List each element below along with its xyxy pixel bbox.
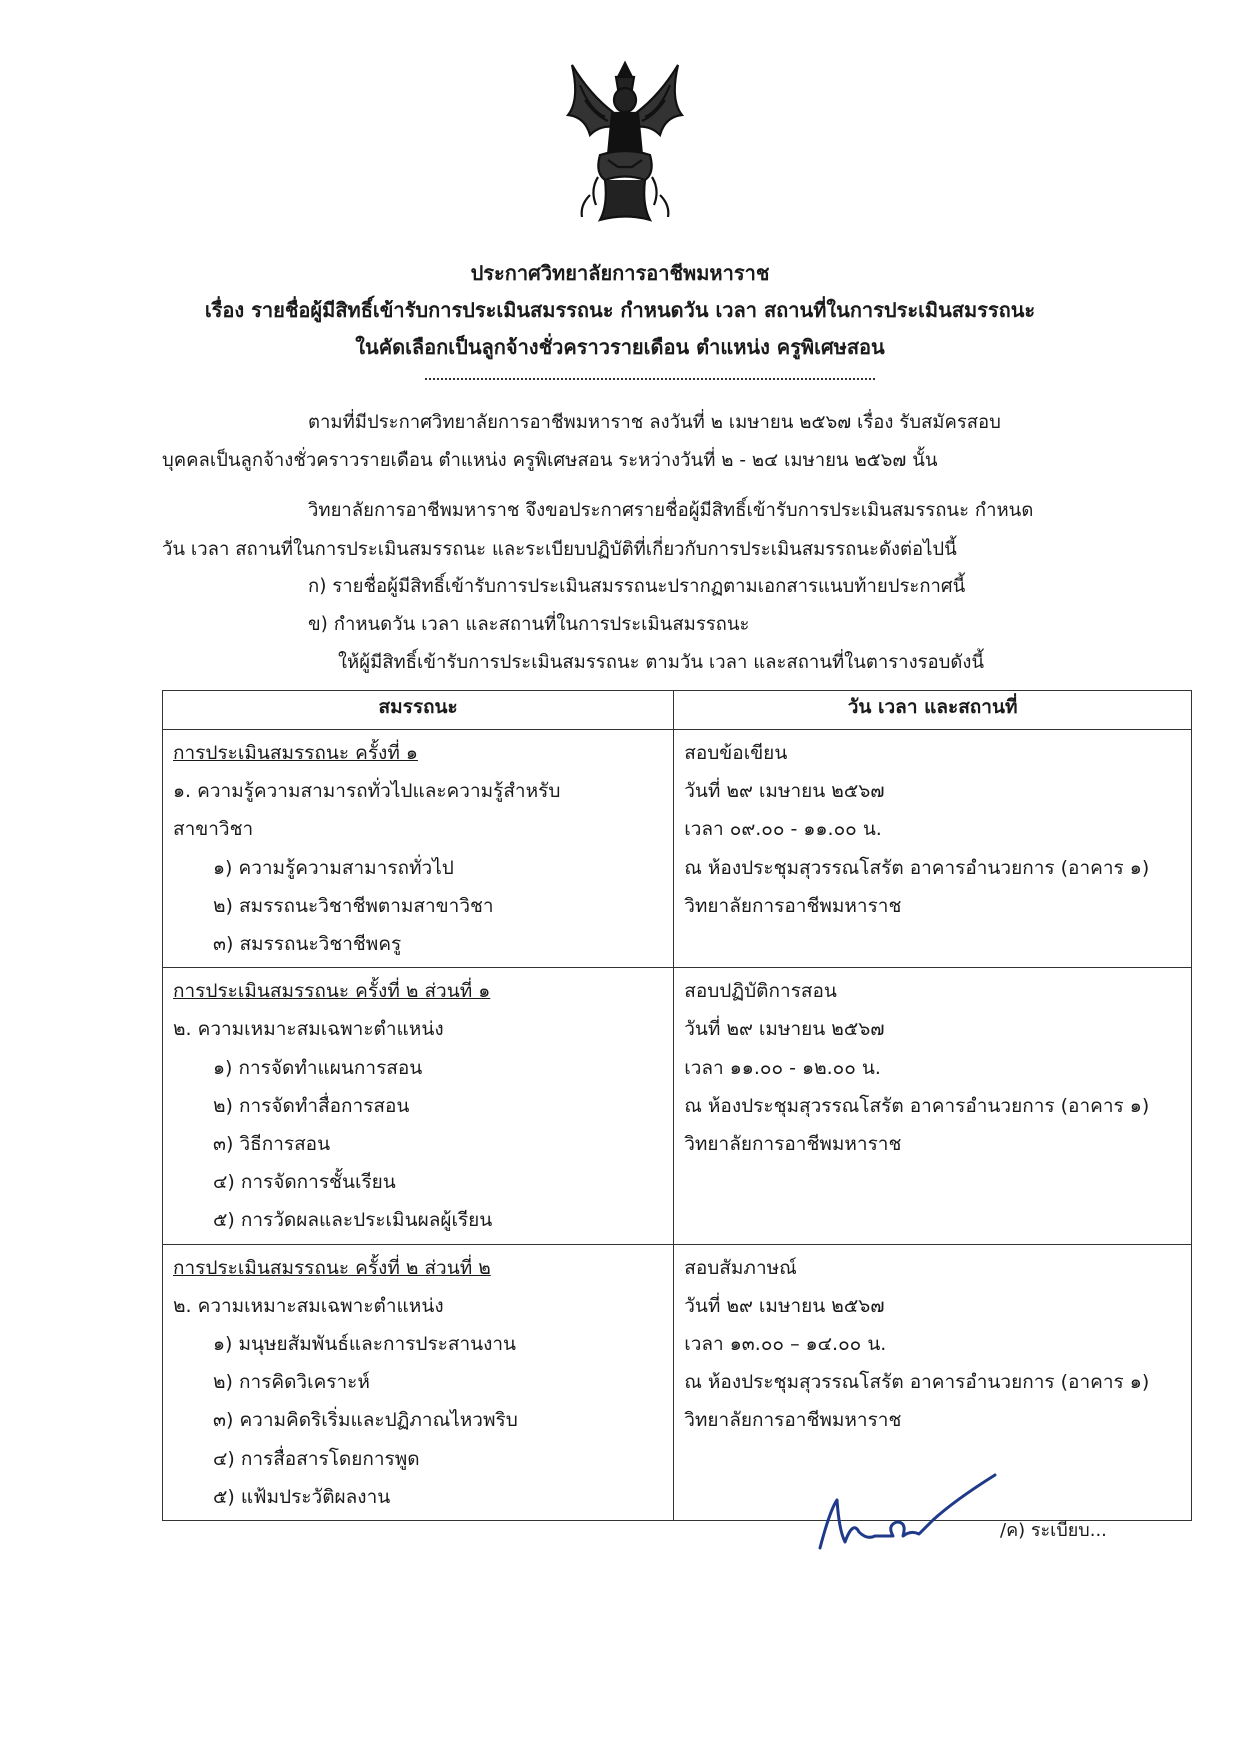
exam-time: เวลา ๑๑.๐๐ - ๑๒.๐๐ น. <box>684 1056 881 1079</box>
item-b-detail: ให้ผู้มีสิทธิ์เข้ารับการประเมินสมรรถนะ ตามวัน เวลา และสถานที่ในตารางรอบดังนี้ <box>338 652 985 673</box>
schedule-cell <box>674 730 1192 968</box>
exam-type: สอบข้อเขียน <box>684 742 788 764</box>
table-row <box>163 730 1192 968</box>
topic-line: สาขาวิชา <box>173 818 254 841</box>
exam-org: วิทยาลัยการอาชีพมหาราช <box>684 1133 902 1156</box>
competency-cell <box>163 968 674 1244</box>
table-header-row <box>163 691 1192 730</box>
garuda-emblem-icon <box>560 55 690 230</box>
exam-org: วิทยาลัยการอาชีพมหาราช <box>684 894 902 917</box>
exam-time: เวลา ๐๙.๐๐ - ๑๑.๐๐ น. <box>684 818 882 841</box>
list-item: ๑) มนุษยสัมพันธ์และการประสานงาน <box>213 1333 517 1356</box>
exam-date: วันที่ ๒๙ เมษายน ๒๕๖๗ <box>684 780 885 803</box>
announcement-title <box>140 255 1100 366</box>
list-item: ๕) การวัดผลและประเมินผลผู้เรียน <box>213 1209 493 1232</box>
round-title: การประเมินสมรรถนะ ครั้งที่ ๑ <box>173 742 418 764</box>
table-row <box>163 968 1192 1244</box>
paragraph-1-line-2: บุคคลเป็นลูกจ้างชั่วคราวรายเดือน ตำแหน่ง ครูพิเศษสอน ระหว่างวันที่ ๒ - ๒๔ เมษายน ๒๕๖๗ นั้น <box>162 450 938 471</box>
round-title: การประเมินสมรรถนะ ครั้งที่ ๒ ส่วนที่ ๑ <box>173 980 491 1003</box>
list-item: ๓) ความคิดริเริ่มและปฏิภาณไหวพริบ <box>213 1409 518 1432</box>
item-a: ก) รายชื่อผู้มีสิทธิ์เข้ารับการประเมินสมรรถนะปรากฏตามเอกสารแนบท้ายประกาศนี้ <box>308 576 966 597</box>
topic-line: ๑. ความรู้ความสามารถทั่วไปและความรู้สำหรับ <box>173 780 561 803</box>
list-item: ๓) สมรรถนะวิชาชีพครู <box>213 933 402 956</box>
paragraph-1-line-1: ตามที่มีประกาศวิทยาลัยการอาชีพมหาราช ลงวันที่ ๒ เมษายน ๒๕๖๗ เรื่อง รับสมัครสอบ <box>308 412 1001 433</box>
list-item: ๑) การจัดทำแผนการสอน <box>213 1056 423 1079</box>
paragraph-2-line-2: วัน เวลา สถานที่ในการประเมินสมรรถนะ และระเบียบปฏิบัติที่เกี่ยวกับการประเมินสมรรถนะดังต่อไปนี้ <box>162 539 957 560</box>
exam-org: วิทยาลัยการอาชีพมหาราช <box>684 1409 902 1432</box>
exam-date: วันที่ ๒๙ เมษายน ๒๕๖๗ <box>684 1294 885 1317</box>
exam-date: วันที่ ๒๙ เมษายน ๒๕๖๗ <box>684 1018 885 1041</box>
exam-place: ณ ห้องประชุมสุวรรณโสรัต อาคารอำนวยการ (อาคาร ๑) <box>684 856 1150 879</box>
competency-cell <box>163 1244 674 1520</box>
title-line-2: เรื่อง รายชื่อผู้มีสิทธิ์เข้ารับการประเมินสมรรถนะ กำหนดวัน เวลา สถานที่ในการประเมินสมรรถนะ <box>204 298 1036 322</box>
list-item: ๓) วิธีการสอน <box>213 1133 331 1156</box>
list-item: ๔) การจัดการชั้นเรียน <box>213 1171 396 1194</box>
list-item: ๔) การสื่อสารโดยการพูด <box>213 1447 420 1470</box>
exam-time: เวลา ๑๓.๐๐ – ๑๔.๐๐ น. <box>684 1333 887 1356</box>
list-item: ๒) สมรรถนะวิชาชีพตามสาขาวิชา <box>213 894 494 917</box>
title-line-3: ในคัดเลือกเป็นลูกจ้างชั่วคราวรายเดือน ตำแหน่ง ครูพิเศษสอน <box>355 335 885 359</box>
list-item: ๒) การจัดทำสื่อการสอน <box>213 1094 410 1117</box>
schedule-table <box>162 690 1192 1521</box>
list-item: ๕) แฟ้มประวัติผลงาน <box>213 1485 391 1508</box>
schedule-cell <box>674 968 1192 1244</box>
paragraph-2-line-1: วิทยาลัยการอาชีพมหาราช จึงขอประกาศรายชื่อผู้มีสิทธิ์เข้ารับการประเมินสมรรถนะ กำหนด <box>308 500 1034 521</box>
competency-cell <box>163 730 674 968</box>
exam-type: สอบสัมภาษณ์ <box>684 1256 797 1279</box>
title-line-1: ประกาศวิทยาลัยการอาชีพมหาราช <box>470 261 770 285</box>
topic-line: ๒. ความเหมาะสมเฉพาะตำแหน่ง <box>173 1018 444 1041</box>
round-title: การประเมินสมรรถนะ ครั้งที่ ๒ ส่วนที่ ๒ <box>173 1256 491 1279</box>
header-schedule: วัน เวลา และสถานที่ <box>674 691 1192 730</box>
exam-place: ณ ห้องประชุมสุวรรณโสรัต อาคารอำนวยการ (อาคาร ๑) <box>684 1371 1150 1394</box>
exam-type: สอบปฏิบัติการสอน <box>684 980 837 1003</box>
dotted-divider <box>425 378 875 380</box>
exam-place: ณ ห้องประชุมสุวรรณโสรัต อาคารอำนวยการ (อาคาร ๑) <box>684 1094 1150 1117</box>
list-item: ๑) ความรู้ความสามารถทั่วไป <box>213 856 454 879</box>
table-row <box>163 1244 1192 1520</box>
list-item: ๒) การคิดวิเคราะห์ <box>213 1371 370 1394</box>
item-b: ข) กำหนดวัน เวลา และสถานที่ในการประเมินสมรรถนะ <box>308 614 750 635</box>
signature-icon <box>815 1470 1000 1560</box>
header-competency: สมรรถนะ <box>163 691 674 730</box>
next-page-note: /ค) ระเบียบ... <box>1000 1520 1107 1541</box>
topic-line: ๒. ความเหมาะสมเฉพาะตำแหน่ง <box>173 1294 444 1317</box>
